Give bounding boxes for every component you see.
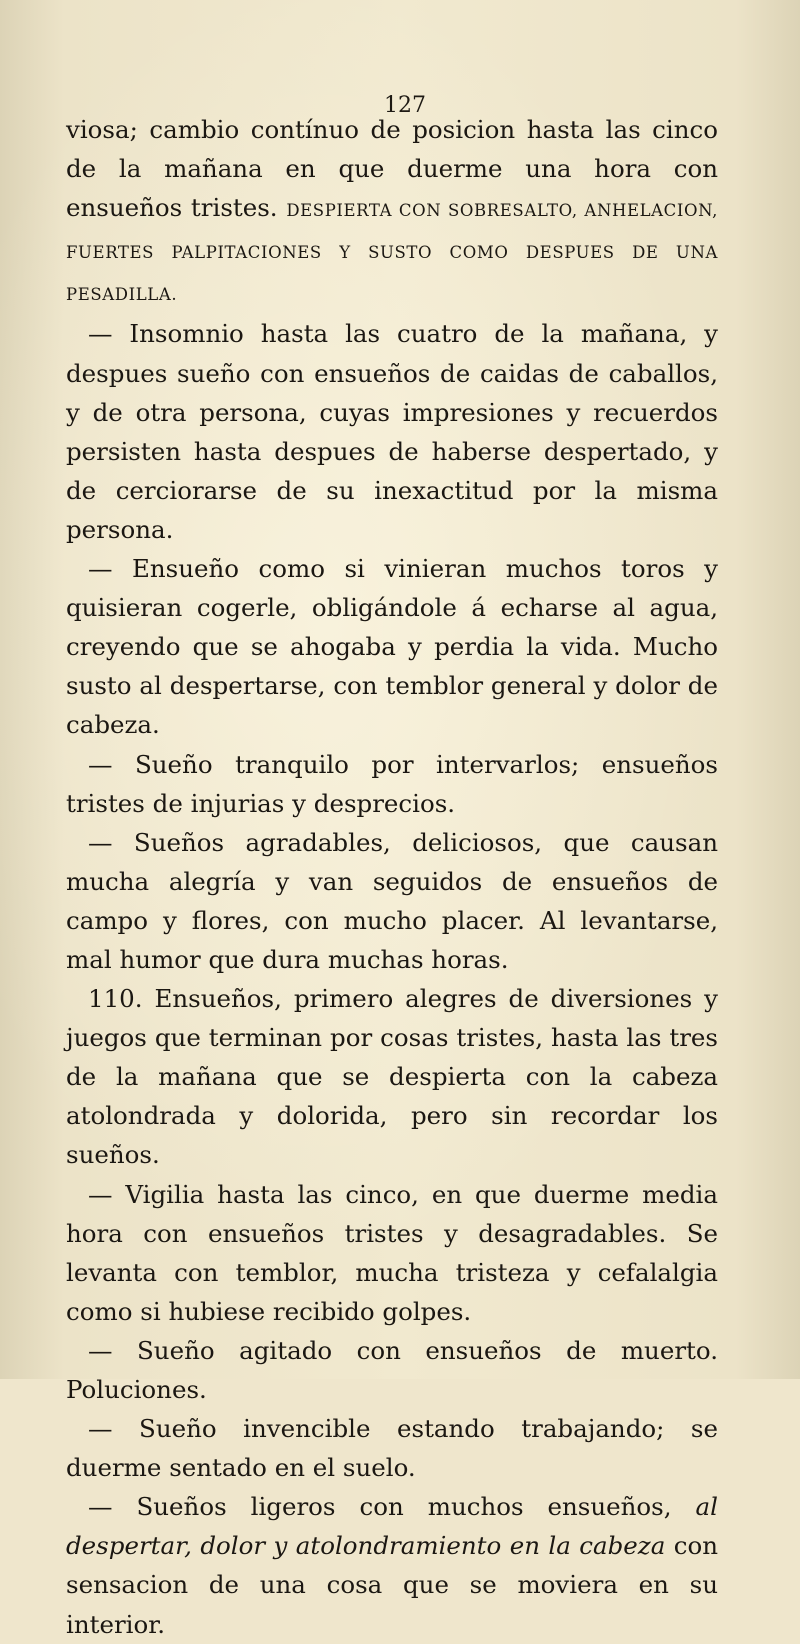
paragraph-numbered: 110. Ensueños, primero alegres de diversiones y juegos que terminan por cosas tristes, hasta las tres de la mañana que se despierta con la cabeza atolondrada y dolorida, pero sin recordar los sueños. [66, 984, 718, 1170]
smallcaps-text: DESPIERTA CON SOBRESALTO, ANHELACION, FUERTES PALPITACIONES Y SUSTO COMO DESPUES DE UNA PESADILLA. [66, 201, 718, 305]
paragraph: — Sueño agitado con ensueños de muerto. Poluciones. [66, 1335, 718, 1404]
paragraph: — Insomnio hasta las cuatro de la mañana, y despues sueño con ensueños de caidas de caballos, y de otra persona, cuyas impresiones y recuerdos persisten hasta despues de haberse despertado, y de cerciorarse de su inexactitud por la misma persona. [66, 319, 718, 544]
italic-text: al despertar, dolor y atolondramiento en la cabeza [66, 1492, 718, 1561]
paragraph: — Sueños agradables, deliciosos, que causan mucha alegría y van seguidos de ensueños de campo y flores, con mucho placer. Al levantarse, mal humor que dura muchas horas. [66, 827, 718, 974]
paragraph-continuation [66, 110, 718, 314]
paragraph-text: — Sueños ligeros con muchos ensueños, [88, 1492, 672, 1522]
paragraph: — Sueño invencible estando trabajando; se duerme sentado en el suelo. [66, 1414, 718, 1483]
body-text [66, 110, 718, 1644]
paragraph: — Sueño tranquilo por intervarlos; ensueños tristes de injurias y desprecios. [66, 749, 718, 818]
paragraph-text: viosa; cambio contínuo de posicion hasta las cinco de la mañana en que duerme una hora con ensueños tristes. [66, 115, 718, 223]
paragraph-text: con sensacion de una cosa que se moviera en su interior. [66, 1531, 718, 1639]
paragraph: — Vigilia hasta las cinco, en que duerme media hora con ensueños tristes y desagradables. Se levanta con temblor, mucha tristeza y cefalalgia como si hubiese recibido golpes. [66, 1179, 718, 1326]
paragraph-last [66, 1487, 718, 1643]
paragraph: — Ensueño como si vinieran muchos toros y quisieran cogerle, obligándole á echarse al agua, creyendo que se ahogaba y perdia la vida. Mucho susto al despertarse, con temblor general y dolor de cabeza. [66, 554, 718, 740]
page-number: 127 [384, 93, 426, 118]
